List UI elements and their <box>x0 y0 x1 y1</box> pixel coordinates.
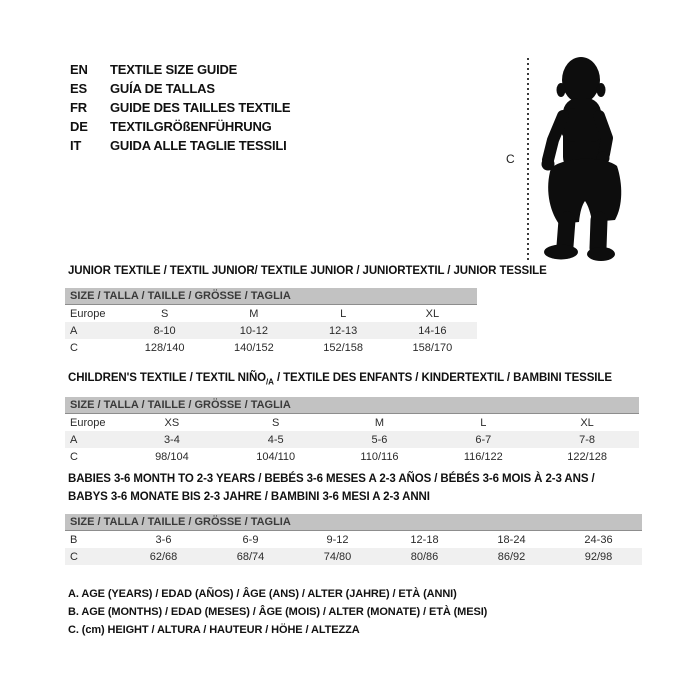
language-label: TEXTILE SIZE GUIDE <box>110 62 238 77</box>
size-header-bar: SIZE / TALLA / TAILLE / GRÖSSE / TAGLIA <box>65 514 642 531</box>
age-cell: 12-18 <box>410 533 439 546</box>
children-heading-sub: /A <box>266 377 274 387</box>
table-row-europe <box>65 305 477 322</box>
row-label: C <box>70 450 78 463</box>
age-cell: 14-16 <box>418 324 447 337</box>
height-cell: 158/170 <box>412 341 453 354</box>
age-cell: 10-12 <box>239 324 268 337</box>
age-cell: 6-7 <box>475 433 492 446</box>
table-row-height <box>65 339 477 356</box>
language-code: IT <box>70 138 82 153</box>
height-cell: 92/98 <box>584 550 613 563</box>
junior-size-table <box>65 288 477 356</box>
junior-section-heading: JUNIOR TEXTILE / TEXTIL JUNIOR/ TEXTILE JUNIOR / JUNIORTEXTIL / JUNIOR TESSILE <box>68 265 547 277</box>
age-cell: 9-12 <box>326 533 349 546</box>
row-label: Europe <box>70 307 106 320</box>
language-code: DE <box>70 119 88 134</box>
language-label: GUIDE DES TAILLES TEXTILE <box>110 100 291 115</box>
children-size-table <box>65 397 639 465</box>
table-row-age <box>65 431 639 448</box>
row-label: B <box>70 533 78 546</box>
note-height-cm: C. (cm) HEIGHT / ALTURA / HAUTEUR / HÖHE / ALTEZZA <box>68 624 360 636</box>
language-row-de <box>70 117 290 136</box>
table-row-age <box>65 322 477 339</box>
age-cell: 8-10 <box>153 324 176 337</box>
height-cell: 68/74 <box>236 550 265 563</box>
language-code: EN <box>70 62 88 77</box>
language-label: GUIDA ALLE TAGLIE TESSILI <box>110 138 287 153</box>
age-cell: 7-8 <box>579 433 596 446</box>
size-cell: S <box>160 307 169 320</box>
language-row-es <box>70 79 290 98</box>
age-cell: 18-24 <box>497 533 526 546</box>
height-cell: 80/86 <box>410 550 439 563</box>
size-cell: XL <box>580 416 594 429</box>
size-header-bar: SIZE / TALLA / TAILLE / GRÖSSE / TAGLIA <box>65 397 639 414</box>
row-label: C <box>70 341 78 354</box>
children-heading-text: / TEXTILE DES ENFANTS / KINDERTEXTIL / BAMBINI TESSILE <box>273 372 612 384</box>
children-section-heading <box>68 369 612 391</box>
babies-heading-line2: BABYS 3-6 MONATE BIS 2-3 JAHRE / BAMBINI 3-6 MESI A 2-3 ANNI <box>68 491 430 503</box>
language-label: TEXTILGRÖßENFÜHRUNG <box>110 119 272 134</box>
height-cell: 98/104 <box>155 450 189 463</box>
size-cell: M <box>249 307 259 320</box>
language-list <box>70 60 290 155</box>
age-cell: 24-36 <box>584 533 613 546</box>
height-cell: 86/92 <box>497 550 526 563</box>
table-row-height <box>65 448 639 465</box>
babies-section-heading <box>68 470 595 506</box>
size-cell: L <box>340 307 347 320</box>
baby-silhouette-icon <box>535 52 648 262</box>
age-cell: 3-4 <box>163 433 180 446</box>
height-cell: 152/158 <box>323 341 363 354</box>
size-cell: XS <box>164 416 180 429</box>
age-cell: 4-5 <box>267 433 284 446</box>
language-code: FR <box>70 100 87 115</box>
height-measure-figure <box>500 50 670 272</box>
language-row-it <box>70 136 290 155</box>
measure-c-label: C <box>506 152 515 166</box>
language-row-en <box>70 60 290 79</box>
height-cell: 74/80 <box>323 550 352 563</box>
babies-size-table <box>65 514 642 565</box>
size-cell: S <box>272 416 280 429</box>
children-heading-text: CHILDREN'S TEXTILE / TEXTIL NIÑO <box>68 372 267 384</box>
row-label: C <box>70 550 78 563</box>
height-dotted-line <box>527 58 529 260</box>
table-row-height <box>65 548 642 565</box>
size-header-bar: SIZE / TALLA / TAILLE / GRÖSSE / TAGLIA <box>65 288 477 305</box>
table-row-age-months <box>65 531 642 548</box>
row-label: Europe <box>70 416 106 429</box>
height-cell: 140/152 <box>233 341 274 354</box>
height-cell: 110/116 <box>360 450 399 463</box>
height-cell: 62/68 <box>149 550 178 563</box>
height-cell: 122/128 <box>567 450 607 463</box>
table-row-europe <box>65 414 639 431</box>
note-age-months: B. AGE (MONTHS) / EDAD (MESES) / ÂGE (MOIS) / ALTER (MONATE) / ETÀ (MESI) <box>68 606 488 618</box>
height-cell: 128/140 <box>144 341 185 354</box>
row-label: A <box>70 324 78 337</box>
size-cell: XL <box>425 307 440 320</box>
age-cell: 5-6 <box>371 433 388 446</box>
language-label: GUÍA DE TALLAS <box>110 81 215 96</box>
age-cell: 3-6 <box>155 533 172 546</box>
legend-notes <box>68 585 487 639</box>
language-code: ES <box>70 81 87 96</box>
age-cell: 6-9 <box>242 533 259 546</box>
language-row-fr <box>70 98 290 117</box>
size-cell: L <box>480 416 487 429</box>
row-label: A <box>70 433 78 446</box>
age-cell: 12-13 <box>329 324 358 337</box>
size-cell: M <box>374 416 385 429</box>
note-age-years: A. AGE (YEARS) / EDAD (AÑOS) / ÂGE (ANS) / ALTER (JAHRE) / ETÀ (ANNI) <box>68 588 457 600</box>
height-cell: 104/110 <box>256 450 296 463</box>
babies-heading-line1: BABIES 3-6 MONTH TO 2-3 YEARS / BEBÉS 3-6 MESES A 2-3 AÑOS / BÉBÉS 3-6 MOIS À 2-3 ANS / <box>68 473 595 485</box>
height-cell: 116/122 <box>463 450 503 463</box>
